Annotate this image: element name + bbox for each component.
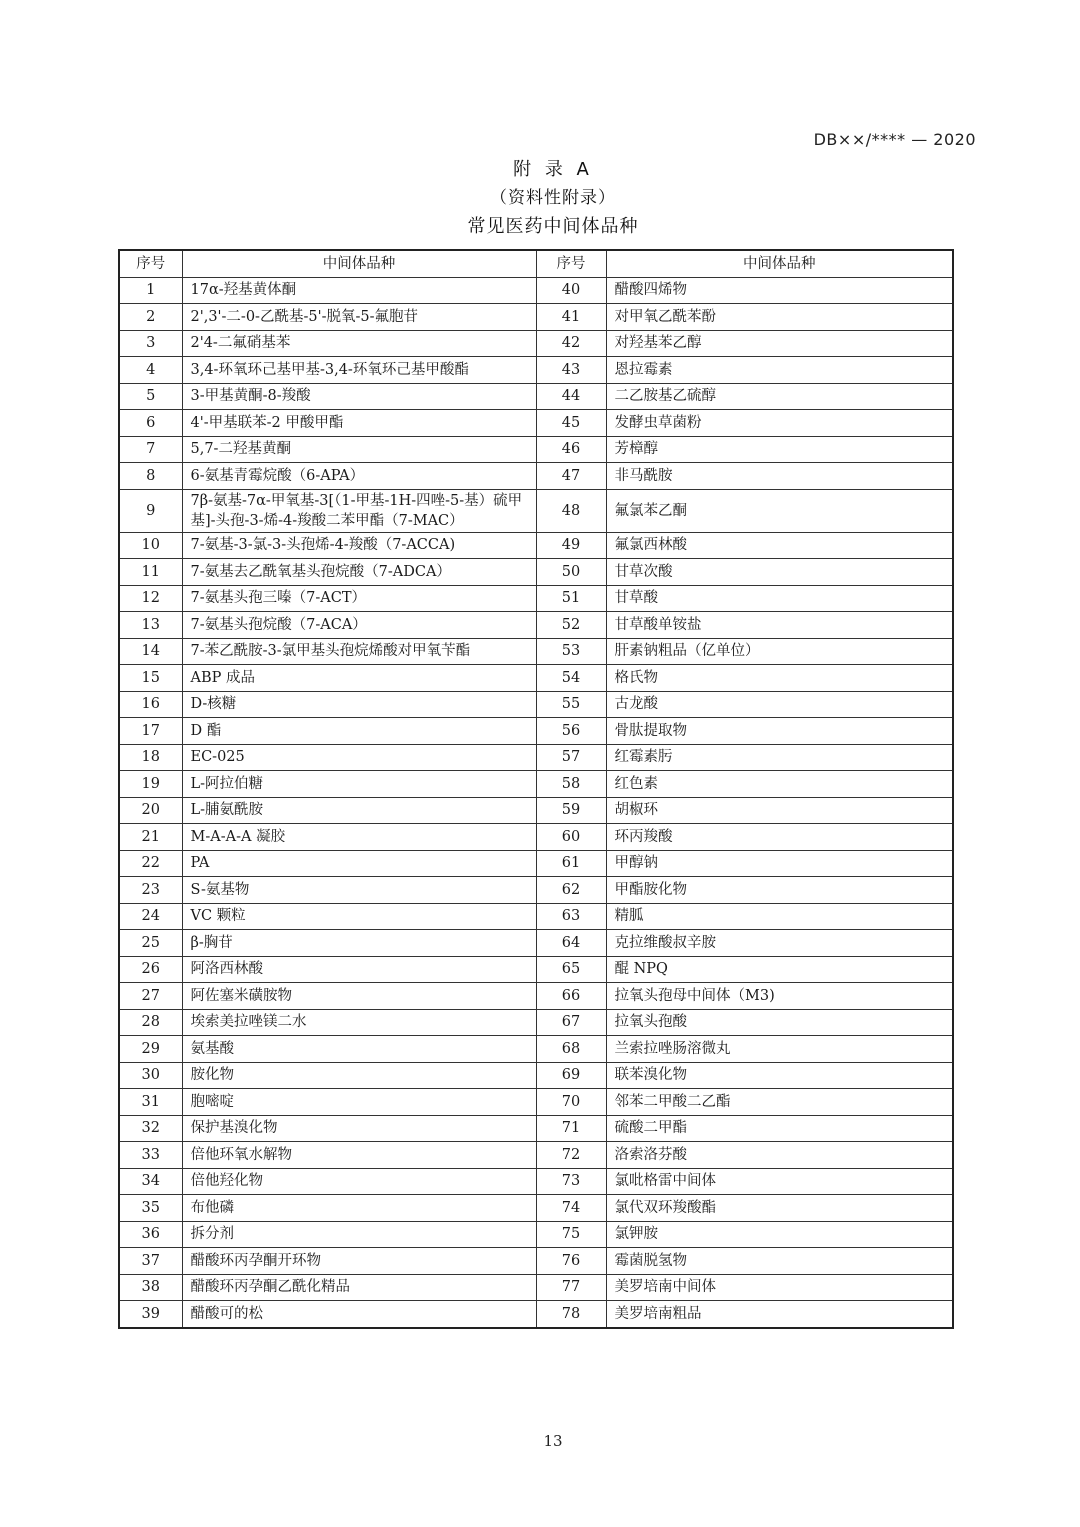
intermediate-name-left: 氨基酸 bbox=[182, 1036, 536, 1063]
row-number-right: 44 bbox=[536, 383, 606, 410]
table-row bbox=[119, 1036, 953, 1063]
row-number-right: 54 bbox=[536, 665, 606, 692]
row-number-right: 74 bbox=[536, 1195, 606, 1222]
row-number-left: 9 bbox=[119, 489, 182, 532]
row-number-right: 58 bbox=[536, 771, 606, 798]
row-number-left: 15 bbox=[119, 665, 182, 692]
intermediate-name-right: 发酵虫草菌粉 bbox=[606, 410, 953, 437]
row-number-right: 71 bbox=[536, 1115, 606, 1142]
intermediate-name-right: 氯代双环羧酸酯 bbox=[606, 1195, 953, 1222]
row-number-left: 7 bbox=[119, 436, 182, 463]
table-row bbox=[119, 1168, 953, 1195]
intermediate-name-right: 氟氯苯乙酮 bbox=[606, 489, 953, 532]
row-number-right: 42 bbox=[536, 330, 606, 357]
table-row bbox=[119, 383, 953, 410]
table-row bbox=[119, 1195, 953, 1222]
intermediate-name-left: 7-氨基-3-氯-3-头孢烯-4-羧酸（7-ACCA) bbox=[182, 532, 536, 559]
table-row bbox=[119, 330, 953, 357]
row-number-right: 60 bbox=[536, 824, 606, 851]
table-row bbox=[119, 956, 953, 983]
table-row bbox=[119, 559, 953, 586]
intermediate-name-right: 肝素钠粗品（亿单位） bbox=[606, 638, 953, 665]
intermediate-name-left: 7-氨基头孢三嗪（7-ACT） bbox=[182, 585, 536, 612]
row-number-right: 41 bbox=[536, 304, 606, 331]
row-number-left: 37 bbox=[119, 1248, 182, 1275]
appendix-note: （资料性附录） bbox=[490, 188, 616, 208]
row-number-left: 6 bbox=[119, 410, 182, 437]
intermediate-name-left: M-A-A-A 凝胶 bbox=[182, 824, 536, 851]
intermediate-name-left: 拆分剂 bbox=[182, 1221, 536, 1248]
intermediate-name-right: 甲酯胺化物 bbox=[606, 877, 953, 904]
intermediate-name-left: VC 颗粒 bbox=[182, 903, 536, 930]
intermediate-name-right: 格氏物 bbox=[606, 665, 953, 692]
table-row bbox=[119, 930, 953, 957]
row-number-right: 69 bbox=[536, 1062, 606, 1089]
row-number-right: 47 bbox=[536, 463, 606, 490]
intermediate-name-right: 骨肽提取物 bbox=[606, 718, 953, 745]
table-row bbox=[119, 744, 953, 771]
table-row bbox=[119, 532, 953, 559]
table-caption: 常见医药中间体品种 bbox=[467, 216, 639, 237]
table-row bbox=[119, 1274, 953, 1301]
row-number-left: 29 bbox=[119, 1036, 182, 1063]
intermediate-name-left: S-氨基物 bbox=[182, 877, 536, 904]
row-number-left: 24 bbox=[119, 903, 182, 930]
intermediate-name-left: EC-025 bbox=[182, 744, 536, 771]
row-number-left: 28 bbox=[119, 1009, 182, 1036]
intermediate-name-left: PA bbox=[182, 850, 536, 877]
row-number-right: 57 bbox=[536, 744, 606, 771]
intermediate-name-right: 甲醇钠 bbox=[606, 850, 953, 877]
table-row bbox=[119, 797, 953, 824]
row-number-right: 64 bbox=[536, 930, 606, 957]
title-block bbox=[0, 156, 1080, 242]
row-number-right: 63 bbox=[536, 903, 606, 930]
intermediate-name-right: 甘草酸单铵盐 bbox=[606, 612, 953, 639]
intermediate-name-right: 甘草酸 bbox=[606, 585, 953, 612]
row-number-left: 18 bbox=[119, 744, 182, 771]
intermediate-name-right: 氟氯西林酸 bbox=[606, 532, 953, 559]
row-number-right: 51 bbox=[536, 585, 606, 612]
row-number-left: 8 bbox=[119, 463, 182, 490]
row-number-left: 38 bbox=[119, 1274, 182, 1301]
row-number-right: 49 bbox=[536, 532, 606, 559]
row-number-left: 21 bbox=[119, 824, 182, 851]
intermediate-name-right: 克拉维酸叔辛胺 bbox=[606, 930, 953, 957]
table-row bbox=[119, 357, 953, 384]
intermediate-name-left: 胺化物 bbox=[182, 1062, 536, 1089]
intermediate-name-left: 倍他环氧水解物 bbox=[182, 1142, 536, 1169]
intermediate-name-right: 精胍 bbox=[606, 903, 953, 930]
row-number-right: 48 bbox=[536, 489, 606, 532]
table-row bbox=[119, 585, 953, 612]
row-number-left: 35 bbox=[119, 1195, 182, 1222]
intermediate-name-left: β-胸苷 bbox=[182, 930, 536, 957]
intermediate-name-left: 3-甲基黄酮-8-羧酸 bbox=[182, 383, 536, 410]
table-row bbox=[119, 489, 953, 532]
row-number-left: 26 bbox=[119, 956, 182, 983]
row-number-right: 43 bbox=[536, 357, 606, 384]
intermediate-name-left: 醋酸环丙孕酮开环物 bbox=[182, 1248, 536, 1275]
row-number-right: 76 bbox=[536, 1248, 606, 1275]
row-number-left: 34 bbox=[119, 1168, 182, 1195]
intermediate-name-left: 3,4-环氧环己基甲基-3,4-环氧环己基甲酸酯 bbox=[182, 357, 536, 384]
row-number-left: 2 bbox=[119, 304, 182, 331]
intermediate-name-right: 拉氧头孢母中间体（M3) bbox=[606, 983, 953, 1010]
intermediate-name-right: 恩拉霉素 bbox=[606, 357, 953, 384]
row-number-right: 46 bbox=[536, 436, 606, 463]
intermediate-name-left: 埃索美拉唑镁二水 bbox=[182, 1009, 536, 1036]
row-number-left: 13 bbox=[119, 612, 182, 639]
intermediate-name-left: 4'-甲基联苯-2 甲酸甲酯 bbox=[182, 410, 536, 437]
intermediate-name-right: 二乙胺基乙硫醇 bbox=[606, 383, 953, 410]
intermediate-name-right: 氯吡格雷中间体 bbox=[606, 1168, 953, 1195]
intermediate-name-left: 7-氨基去乙酰氧基头孢烷酸（7-ADCA） bbox=[182, 559, 536, 586]
row-number-right: 40 bbox=[536, 277, 606, 304]
table-row bbox=[119, 850, 953, 877]
row-number-right: 53 bbox=[536, 638, 606, 665]
row-number-left: 23 bbox=[119, 877, 182, 904]
row-number-right: 66 bbox=[536, 983, 606, 1010]
intermediate-name-left: 2'4-二氟硝基苯 bbox=[182, 330, 536, 357]
table-row bbox=[119, 1142, 953, 1169]
row-number-right: 62 bbox=[536, 877, 606, 904]
row-number-right: 75 bbox=[536, 1221, 606, 1248]
row-number-right: 55 bbox=[536, 691, 606, 718]
table-row bbox=[119, 824, 953, 851]
intermediate-name-right: 拉氧头孢酸 bbox=[606, 1009, 953, 1036]
row-number-left: 16 bbox=[119, 691, 182, 718]
row-number-right: 78 bbox=[536, 1301, 606, 1328]
intermediate-name-right: 洛索洛芬酸 bbox=[606, 1142, 953, 1169]
table-row bbox=[119, 1009, 953, 1036]
intermediate-name-right: 非马酰胺 bbox=[606, 463, 953, 490]
row-number-left: 5 bbox=[119, 383, 182, 410]
row-number-right: 70 bbox=[536, 1089, 606, 1116]
table-row bbox=[119, 638, 953, 665]
intermediate-name-left: 布他磷 bbox=[182, 1195, 536, 1222]
intermediate-name-right: 胡椒环 bbox=[606, 797, 953, 824]
table-row bbox=[119, 771, 953, 798]
table-row bbox=[119, 1089, 953, 1116]
table-row bbox=[119, 277, 953, 304]
intermediate-name-left: 6-氨基青霉烷酸（6-APA） bbox=[182, 463, 536, 490]
column-header-right-name: 中间体品种 bbox=[606, 250, 953, 277]
row-number-right: 68 bbox=[536, 1036, 606, 1063]
table-row bbox=[119, 1062, 953, 1089]
table-row bbox=[119, 410, 953, 437]
intermediate-name-right: 对羟基苯乙醇 bbox=[606, 330, 953, 357]
row-number-left: 11 bbox=[119, 559, 182, 586]
intermediate-name-right: 对甲氧乙酰苯酚 bbox=[606, 304, 953, 331]
intermediate-name-right: 霉菌脱氢物 bbox=[606, 1248, 953, 1275]
intermediate-name-left: ABP 成品 bbox=[182, 665, 536, 692]
row-number-right: 61 bbox=[536, 850, 606, 877]
intermediate-name-left: 2',3'-二-0-乙酰基-5'-脱氧-5-氟胞苷 bbox=[182, 304, 536, 331]
intermediate-name-left: 醋酸可的松 bbox=[182, 1301, 536, 1328]
row-number-right: 77 bbox=[536, 1274, 606, 1301]
intermediate-name-left: 阿洛西林酸 bbox=[182, 956, 536, 983]
intermediates-table bbox=[118, 249, 954, 1329]
table-row bbox=[119, 463, 953, 490]
row-number-left: 19 bbox=[119, 771, 182, 798]
row-number-right: 45 bbox=[536, 410, 606, 437]
intermediate-name-right: 甘草次酸 bbox=[606, 559, 953, 586]
intermediate-name-right: 氯钾胺 bbox=[606, 1221, 953, 1248]
table-row bbox=[119, 903, 953, 930]
row-number-left: 25 bbox=[119, 930, 182, 957]
intermediate-name-right: 醋酸四烯物 bbox=[606, 277, 953, 304]
intermediate-name-right: 美罗培南粗品 bbox=[606, 1301, 953, 1328]
intermediate-name-left: 醋酸环丙孕酮乙酰化精品 bbox=[182, 1274, 536, 1301]
table-row bbox=[119, 665, 953, 692]
row-number-right: 73 bbox=[536, 1168, 606, 1195]
intermediate-name-right: 硫酸二甲酯 bbox=[606, 1115, 953, 1142]
row-number-right: 72 bbox=[536, 1142, 606, 1169]
intermediate-name-right: 古龙酸 bbox=[606, 691, 953, 718]
row-number-left: 30 bbox=[119, 1062, 182, 1089]
table-row bbox=[119, 1301, 953, 1328]
row-number-right: 65 bbox=[536, 956, 606, 983]
table-header-row bbox=[119, 250, 953, 277]
intermediate-name-left: L-阿拉伯糖 bbox=[182, 771, 536, 798]
intermediate-name-left: 7-氨基头孢烷酸（7-ACA） bbox=[182, 612, 536, 639]
row-number-left: 33 bbox=[119, 1142, 182, 1169]
row-number-left: 14 bbox=[119, 638, 182, 665]
table-row bbox=[119, 1221, 953, 1248]
intermediate-name-left: 5,7-二羟基黄酮 bbox=[182, 436, 536, 463]
row-number-left: 3 bbox=[119, 330, 182, 357]
intermediate-name-left: 17α-羟基黄体酮 bbox=[182, 277, 536, 304]
page-number: 13 bbox=[543, 1432, 563, 1450]
intermediate-name-right: 芳樟醇 bbox=[606, 436, 953, 463]
intermediate-name-left: 胞嘧啶 bbox=[182, 1089, 536, 1116]
intermediate-name-right: 红霉素肟 bbox=[606, 744, 953, 771]
row-number-right: 59 bbox=[536, 797, 606, 824]
table-row bbox=[119, 718, 953, 745]
row-number-right: 56 bbox=[536, 718, 606, 745]
row-number-left: 32 bbox=[119, 1115, 182, 1142]
intermediate-name-right: 红色素 bbox=[606, 771, 953, 798]
table-row bbox=[119, 691, 953, 718]
intermediate-name-right: 美罗培南中间体 bbox=[606, 1274, 953, 1301]
intermediate-name-left: L-脯氨酰胺 bbox=[182, 797, 536, 824]
intermediate-name-right: 环丙羧酸 bbox=[606, 824, 953, 851]
intermediate-name-left: 倍他羟化物 bbox=[182, 1168, 536, 1195]
column-header-left-name: 中间体品种 bbox=[182, 250, 536, 277]
row-number-left: 22 bbox=[119, 850, 182, 877]
intermediate-name-right: 兰索拉唑肠溶微丸 bbox=[606, 1036, 953, 1063]
row-number-left: 36 bbox=[119, 1221, 182, 1248]
row-number-left: 27 bbox=[119, 983, 182, 1010]
row-number-left: 17 bbox=[119, 718, 182, 745]
intermediate-name-left: D 酯 bbox=[182, 718, 536, 745]
row-number-left: 10 bbox=[119, 532, 182, 559]
intermediate-name-left: 阿佐塞米磺胺物 bbox=[182, 983, 536, 1010]
row-number-left: 39 bbox=[119, 1301, 182, 1328]
table-row bbox=[119, 304, 953, 331]
intermediate-name-right: 邻苯二甲酸二乙酯 bbox=[606, 1089, 953, 1116]
column-header-right-no: 序号 bbox=[536, 250, 606, 277]
intermediate-name-right: 联苯溴化物 bbox=[606, 1062, 953, 1089]
table-row bbox=[119, 1115, 953, 1142]
intermediate-name-left: 7β-氨基-7α-甲氧基-3[（1-甲基-1H-四唑-5-基）硫甲基]-头孢-3-烯-4-羧酸二苯甲酯（7-MAC） bbox=[182, 489, 536, 532]
table-row bbox=[119, 436, 953, 463]
column-header-left-no: 序号 bbox=[119, 250, 182, 277]
table-row bbox=[119, 612, 953, 639]
table-row bbox=[119, 1248, 953, 1275]
intermediate-name-right: 醌 NPQ bbox=[606, 956, 953, 983]
row-number-left: 1 bbox=[119, 277, 182, 304]
intermediate-name-left: 保护基溴化物 bbox=[182, 1115, 536, 1142]
intermediate-name-left: 7-苯乙酰胺-3-氯甲基头孢烷烯酸对甲氧苄酯 bbox=[182, 638, 536, 665]
row-number-right: 50 bbox=[536, 559, 606, 586]
row-number-right: 52 bbox=[536, 612, 606, 639]
row-number-left: 4 bbox=[119, 357, 182, 384]
table-row bbox=[119, 877, 953, 904]
row-number-left: 20 bbox=[119, 797, 182, 824]
row-number-left: 12 bbox=[119, 585, 182, 612]
table-body bbox=[119, 277, 953, 1328]
document-code: DB××/**** — 2020 bbox=[813, 130, 976, 149]
row-number-left: 31 bbox=[119, 1089, 182, 1116]
appendix-title: 附 录 A bbox=[513, 159, 593, 180]
row-number-right: 67 bbox=[536, 1009, 606, 1036]
table-row bbox=[119, 983, 953, 1010]
intermediate-name-left: D-核糖 bbox=[182, 691, 536, 718]
